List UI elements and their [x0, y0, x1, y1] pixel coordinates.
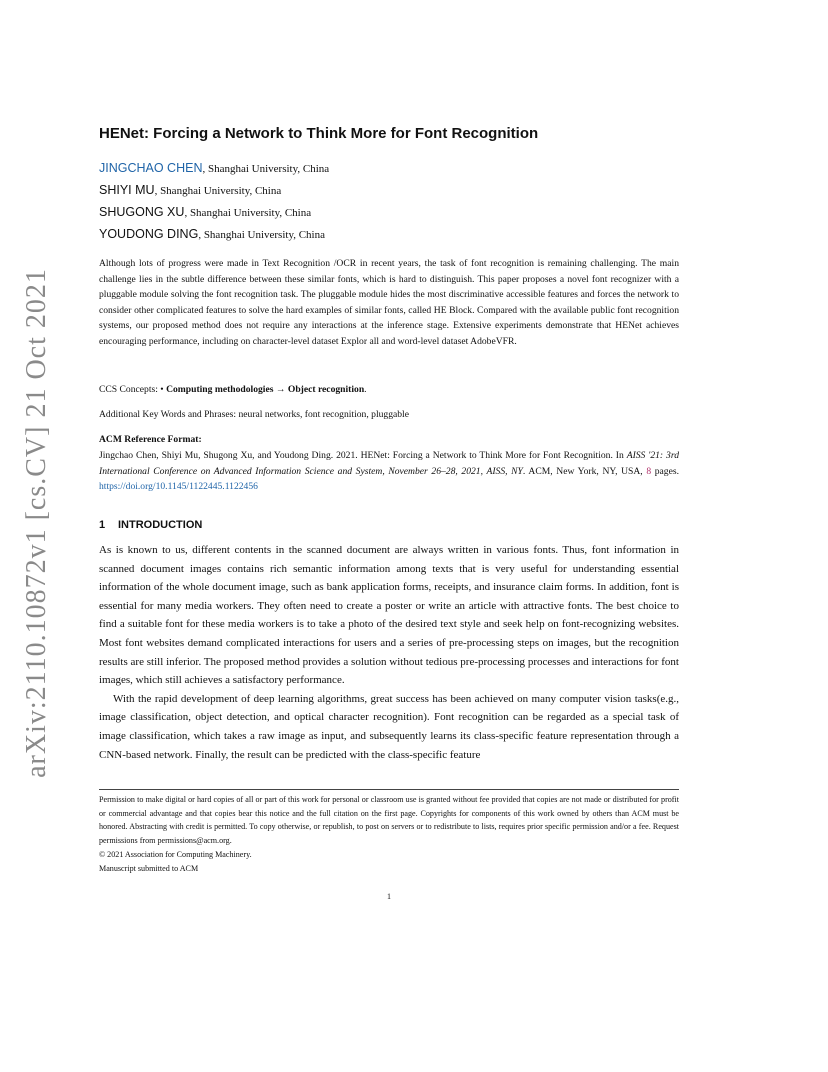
- section-title: INTRODUCTION: [118, 519, 203, 531]
- manuscript-notice: Manuscript submitted to ACM: [99, 863, 199, 873]
- author-affiliation: , Shanghai University, China: [184, 207, 312, 219]
- acm-reference: [99, 448, 679, 495]
- ccs-concepts: [99, 382, 679, 398]
- author-affiliation: , Shanghai University, China: [202, 163, 330, 175]
- author-name: SHUGONG XU: [99, 205, 185, 219]
- reference-venue: AISS '21: 3rd International Conference on Advanced Information Science and System, November 26–28, 2021, AISS, NY: [99, 450, 679, 477]
- body-text: [99, 541, 679, 764]
- paper-title: HENet: Forcing a Network to Think More for Font Recognition: [99, 125, 539, 142]
- acm-reference-heading: ACM Reference Format:: [99, 434, 202, 445]
- ccs-concept: Computing methodologies: [166, 384, 274, 395]
- author-line-4: [99, 227, 325, 241]
- arxiv-identifier-stamp: [17, 268, 57, 778]
- author-name: YOUDONG DING: [99, 227, 199, 241]
- keywords: Additional Key Words and Phrases: neural networks, font recognition, pluggable: [99, 409, 409, 420]
- section-heading: [99, 519, 679, 531]
- author-name: SHIYI MU: [99, 183, 155, 197]
- doi-link[interactable]: https://doi.org/10.1145/1122445.1122456: [99, 481, 258, 493]
- section-number: 1: [99, 519, 106, 531]
- author-affiliation: , Shanghai University, China: [154, 185, 282, 197]
- ccs-label: CCS Concepts: •: [99, 384, 167, 395]
- footnote: [99, 793, 679, 875]
- author-line-1: [99, 161, 329, 175]
- permission-notice: Permission to make digital or hard copies of all or part of this work for personal or classroom use is granted without fee provided that copies are not made or distributed for profit or commercial advantage and that copies bear this notice and the full citation on the first page. Copyrights for components of this work owned by others than ACM must be honored. Abstracting with credit is permitted. To copy otherwise, or republish, to post on servers or to redistribute to lists, requires prior specific permission and/or a fee. Request permissions from permissions@acm.org.: [99, 795, 679, 846]
- ccs-arrow: →: [273, 384, 288, 395]
- author-line-2: [99, 183, 281, 197]
- ccs-subconcept: Object recognition: [287, 384, 365, 395]
- arxiv-identifier-text: arXiv:2110.10872v1 [cs.CV] 21 Oct 2021: [21, 268, 53, 778]
- paragraph: As is known to us, different contents in the scanned document are always written in various fonts. Thus, font information in scanned document images contains rich semantic information among texts that is very useful for understanding essential information of the whole document image, such as bank application forms, receipts, and insurance claim forms. In addition, font is essential for many media workers. They often need to create a poster or write an article with attractive fonts. The best choice to find a suitable font for these media workers is to take a photo of the desired text style and seek help on font-recognizing websites. Most font websites demand complicated interactions for users and a series of pre-processing steps on images, but the recognition results are still inferior. The proposed method provides a solution without tedious pre-processing processes and interactions for font images, which still achieves a satisfactory performance.: [99, 544, 679, 687]
- page-number: 1: [387, 892, 391, 901]
- author-affiliation: , Shanghai University, China: [198, 229, 326, 241]
- reference-page-count-link[interactable]: 8: [646, 465, 652, 477]
- paragraph: With the rapid development of deep learning algorithms, great success has been achieved on many computer vision tasks(e.g., image classification, object detection, and optical character recognition). Font recognition can be regarded as a special task of image classification, which takes a raw image as input, and subsequently learns its class-specific feature representation through a CNN-based network. Finally, the result can be predicted with the class-specific feature: [99, 692, 679, 761]
- reference-pages-suffix: pages.: [651, 465, 679, 477]
- abstract: Although lots of progress were made in Text Recognition /OCR in recent years, the task of font recognition is remaining challenging. The main challenge lies in the subtle difference between these similar fonts, which is hard to distinguish. This paper proposes a novel font recognizer with a pluggable module solving the font recognition task. The pluggable module hides the most discriminative accessible features and forces the network to consider other complicated features to solve the hard examples of similar fonts, called HE Block. Compared with the available public font recognition systems, our proposed method does not require any interactions at the inference stage. Extensive experiments demonstrate that HENet achieves encouraging performance, including on character-level dataset Explor all and word-level dataset AdobeVFR.: [99, 258, 679, 347]
- author-name-link[interactable]: JINGCHAO CHEN: [99, 161, 203, 175]
- copyright-notice: © 2021 Association for Computing Machinery.: [99, 849, 252, 859]
- reference-publisher: . ACM, New York, NY, USA,: [522, 465, 647, 477]
- reference-authors: Jingchao Chen, Shiyi Mu, Shugong Xu, and Youdong Ding. 2021. HENet: Forcing a Network to Think More for Font Recognition. In: [99, 450, 627, 461]
- footnote-divider: [99, 789, 679, 790]
- ccs-end: .: [364, 384, 367, 395]
- author-line-3: [99, 205, 311, 219]
